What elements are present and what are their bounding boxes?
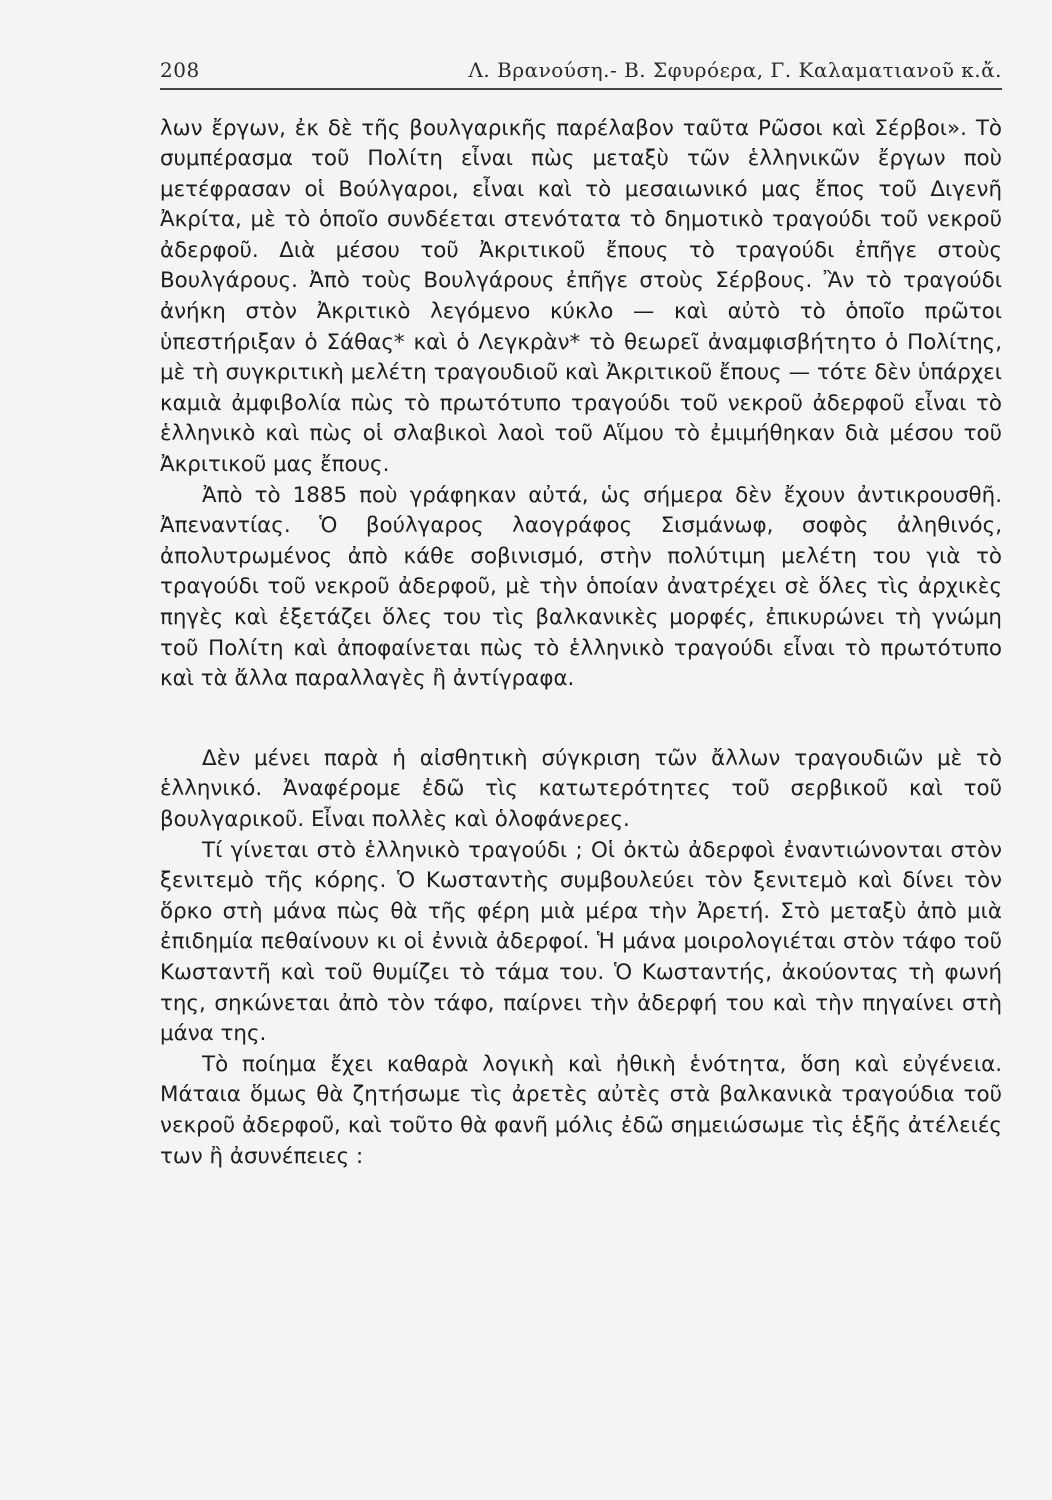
header-authors: Λ. Βρανούση.- Β. Σφυρόερα, Γ. Καλαματιανοῦ κ.ἄ.	[468, 58, 1002, 82]
paragraph-3: Δὲν μένει παρὰ ἡ αἰσθητικὴ σύγκριση τῶν ἄλλων τραγουδιῶν μὲ τὸ ἑλληνικό. Ἀναφέρομε ἐδῶ τὶς κατωτερότητες τοῦ σερβικοῦ καὶ τοῦ βουλγαρικοῦ. Εἶναι πολλὲς καὶ ὁλοφάνερες.	[160, 745, 1002, 832]
section-gap	[160, 695, 1002, 744]
paragraph-5: Τὸ ποίημα ἔχει καθαρὰ λογικὴ καὶ ἠθικὴ ἑνότητα, ὅση καὶ εὐγένεια. Μάταια ὅμως θὰ ζητήσωμε τὶς ἀρετὲς αὐτὲς στὰ βαλκανικὰ τραγούδια τοῦ νεκροῦ ἀδερφοῦ, καὶ τοῦτο θὰ φανῆ μόλις ἐδῶ σημειώσωμε τὶς ἑξῆς ἀτέλειές των ἢ ἀσυνέπειες :	[160, 1051, 1002, 1169]
paragraph-1: λων ἔργων, ἐκ δὲ τῆς βουλγαρικῆς παρέλαβον ταῦτα Ρῶσοι καὶ Σέρβοι». Τὸ συμπέρασμα τοῦ Πολίτη εἶναι πὼς μεταξὺ τῶν ἑλληνικῶν ἔργων ποὺ μετέφρασαν οἱ Βούλγαροι, εἶναι καὶ τὸ μεσαιωνικό μας ἔπος τοῦ Διγενῆ Ἀκρίτα, μὲ τὸ ὁποῖο συνδέεται στενότατα τὸ δημοτικὸ τραγούδι τοῦ νεκροῦ ἀδερφοῦ. Διὰ μέσου τοῦ Ἀκριτικοῦ ἔπους τὸ τραγούδι ἐπῆγε στοὺς Βουλγάρους. Ἀπὸ τοὺς Βουλγάρους ἐπῆγε στοὺς Σέρβους. Ἂν τὸ τραγούδι ἀνήκη στὸν Ἀκριτικὸ λεγόμενο κύκλο — καὶ αὐτὸ τὸ ὁποῖο πρῶτοι ὑπεστήριξαν ὁ Σάθας* καὶ ὁ Λεγκρὰν* τὸ θεωρεῖ ἀναμφισβήτητο ὁ Πολίτης, μὲ τὴ συγκριτικὴ μελέτη τραγουδιοῦ καὶ Ἀκριτικοῦ ἔπους — τότε δὲν ὑπάρχει καμιὰ ἀμφιβολία πὼς τὸ πρωτότυπο τραγούδι τοῦ νεκροῦ ἀδερφοῦ εἶναι τὸ ἑλληνικὸ καὶ πὼς οἱ σλαβικοὶ λαοὶ τοῦ Αἵμου τὸ ἐμιμήθηκαν διὰ μέσου τοῦ Ἀκριτικοῦ μας ἔπους.	[160, 115, 1002, 478]
body-text	[160, 114, 1002, 1173]
document-page	[160, 58, 1002, 1172]
running-header	[160, 58, 1002, 88]
page-number: 208	[160, 58, 200, 82]
header-rule	[160, 88, 1002, 90]
paragraph-2: Ἀπὸ τὸ 1885 ποὺ γράφηκαν αὐτά, ὡς σήμερα δὲν ἔχουν ἀντικρουσθῆ. Ἀπεναντίας. Ὁ βούλγαρος λαογράφος Σισμάνωφ, σοφὸς ἀληθινός, ἀπολυτρωμένος ἀπὸ κάθε σοβινισμό, στὴν πολύτιμη μελέτη του γιὰ τὸ τραγούδι τοῦ νεκροῦ ἀδερφοῦ, μὲ τὴν ὁποίαν ἀνατρέχει σὲ ὅλες τὶς ἀρχικὲς πηγὲς καὶ ἐξετάζει ὅλες του τὶς βαλκανικὲς μορφές, ἐπικυρώνει τὴ γνώμη τοῦ Πολίτη καὶ ἀποφαίνεται πὼς τὸ ἑλληνικὸ τραγούδι εἶναι τὸ πρωτότυπο καὶ τὰ ἄλλα παραλλαγὲς ἢ ἀντίγραφα.	[160, 482, 1002, 692]
paragraph-4: Τί γίνεται στὸ ἑλληνικὸ τραγούδι ; Οἱ ὀκτὼ ἀδερφοὶ ἐναντιώνονται στὸν ξενιτεμὸ τῆς κόρης. Ὁ Κωσταντὴς συμβουλεύει τὸν ξενιτεμὸ καὶ δίνει τὸν ὅρκο στὴ μάνα πὼς θὰ τῆς φέρη μιὰ μέρα τὴν Ἀρετή. Στὸ μεταξὺ ἀπὸ μιὰ ἐπιδημία πεθαίνουν κι οἱ ἐννιὰ ἀδερφοί. Ἡ μάνα μοιρολογιέται στὸν τάφο τοῦ Κωσταντῆ καὶ τοῦ θυμίζει τὸ τάμα του. Ὁ Κωσταντής, ἀκούοντας τὴ φωνή της, σηκώνεται ἀπὸ τὸν τάφο, παίρνει τὴν ἀδερφή του καὶ τὴν πηγαίνει στὴ μάνα της.	[160, 837, 1002, 1047]
